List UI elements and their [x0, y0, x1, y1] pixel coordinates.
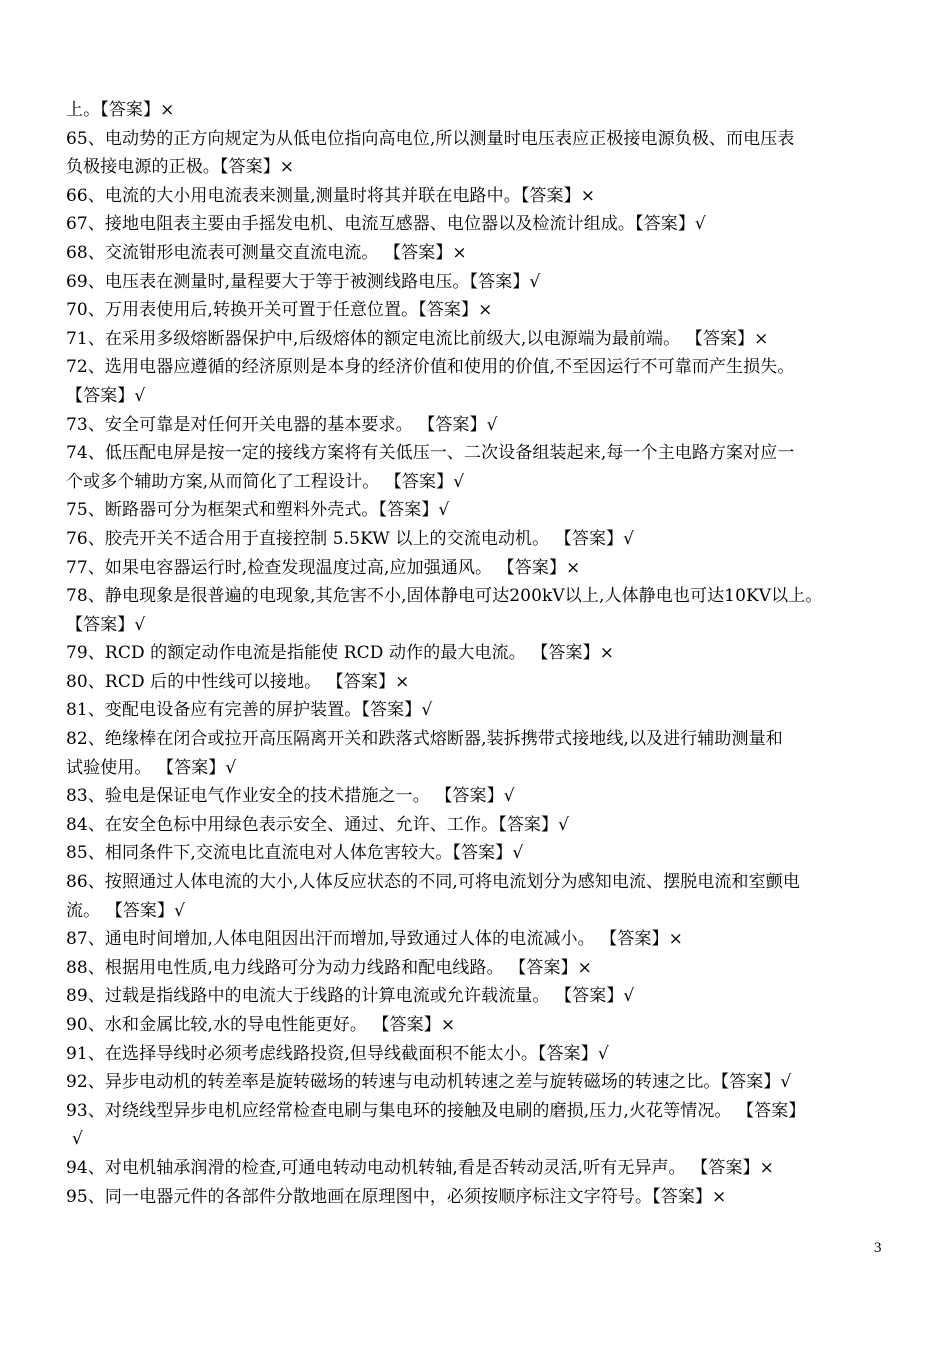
page-number: 3 [874, 1240, 882, 1256]
text-line: 88、根据用电性质,电力线路可分为动力线路和配电线路。 【答案】× [66, 957, 592, 978]
text-line: 65、电动势的正方向规定为从低电位指向高电位,所以测量时电压表应正极接电源负极、而电压表 [66, 128, 795, 149]
text-line: 68、交流钳形电流表可测量交直流电流。 【答案】× [66, 242, 467, 263]
text-line: 【答案】√ [66, 614, 146, 635]
text-line: 78、静电现象是很普遍的电现象,其危害不小,固体静电可达200kV以上,人体静电也可达10KV以上。 [66, 586, 823, 607]
text-line: 79、RCD 的额定动作电流是指能使 RCD 动作的最大电流。 【答案】× [66, 643, 615, 664]
text-line: 92、异步电动机的转差率是旋转磁场的转速与电动机转速之差与旋转磁场的转速之比。【答案】√ [66, 1072, 792, 1093]
text-line: 85、相同条件下,交流电比直流电对人体危害较大。【答案】√ [66, 843, 524, 864]
text-line: 流。 【答案】√ [66, 900, 186, 921]
text-line: 73、安全可靠是对任何开关电器的基本要求。 【答案】√ [66, 414, 498, 435]
question-list [66, 96, 892, 1211]
text-line: 89、过载是指线路中的电流大于线路的计算电流或允许载流量。 【答案】√ [66, 986, 635, 1007]
text-line: 66、电流的大小用电流表来测量,测量时将其并联在电路中。【答案】× [66, 185, 596, 206]
text-line: 74、低压配电屏是按一定的接线方案将有关低压一、二次设备组装起来,每一个主电路方案对应一 [66, 443, 795, 464]
text-line: 72、选用电器应遵循的经济原则是本身的经济价值和使用的价值,不至因运行不可靠而产生损失。 [66, 357, 795, 378]
text-line: 84、在安全色标中用绿色表示安全、通过、允许、工作。【答案】√ [66, 814, 570, 835]
text-line: 80、RCD 后的中性线可以接地。 【答案】× [66, 671, 410, 692]
text-line: 70、万用表使用后,转换开关可置于任意位置。【答案】× [66, 300, 493, 321]
text-line: 95、同一电器元件的各部件分散地画在原理图中，必须按顺序标注文字符号。【答案】× [66, 1186, 727, 1207]
text-line: 90、水和金属比较,水的导电性能更好。 【答案】× [66, 1015, 456, 1035]
text-line: 94、对电机轴承润滑的检查,可通电转动电动机转轴,看是否转动灵活,听有无异声。 【答案】× [66, 1157, 774, 1178]
text-line: 个或多个辅助方案,从而简化了工程设计。 【答案】√ [66, 471, 465, 492]
text-line: 86、按照通过人体电流的大小,人体反应状态的不同,可将电流划分为感知电流、摆脱电流和室颤电 [66, 872, 800, 893]
text-line: 93、对绕线型异步电机应经常检查电刷与集电环的接触及电刷的磨损,压力,火花等情况。 【答案】 [66, 1100, 806, 1121]
text-line: √ [72, 1129, 83, 1150]
text-line: 83、验电是保证电气作业安全的技术措施之一。 【答案】√ [66, 786, 515, 807]
text-line: 76、胶壳开关不适合用于直接控制 5.5KW 以上的交流电动机。 【答案】√ [66, 528, 635, 549]
text-line: 试验使用。 【答案】√ [66, 757, 237, 778]
text-line: 91、在选择导线时必须考虑线路投资,但导线截面积不能太小。【答案】√ [66, 1043, 609, 1064]
text-line: 71、在采用多级熔断器保护中,后级熔体的额定电流比前级大,以电源端为最前端。 【答案】× [66, 328, 769, 349]
text-line: 81、变配电设备应有完善的屏护装置。【答案】√ [66, 700, 433, 721]
text-line: 77、如果电容器运行时,检查发现温度过高,应加强通风。 【答案】× [66, 557, 581, 578]
text-line: 75、断路器可分为框架式和塑料外壳式。【答案】√ [66, 500, 450, 521]
text-line: 82、绝缘棒在闭合或拉开高压隔离开关和跌落式熔断器,装拆携带式接地线,以及进行辅助测量和 [66, 729, 783, 750]
text-line: 上。【答案】× [66, 100, 175, 120]
text-line: 负极接电源的正极。【答案】× [66, 157, 295, 178]
text-line: 【答案】√ [66, 385, 146, 406]
text-line: 67、接地电阻表主要由手摇发电机、电流互感器、电位器以及检流计组成。【答案】√ [66, 214, 706, 235]
text-line: 69、电压表在测量时,量程要大于等于被测线路电压。【答案】√ [66, 271, 541, 292]
text-line: 87、通电时间增加,人体电阻因出汗而增加,导致通过人体的电流减小。 【答案】× [66, 929, 683, 950]
